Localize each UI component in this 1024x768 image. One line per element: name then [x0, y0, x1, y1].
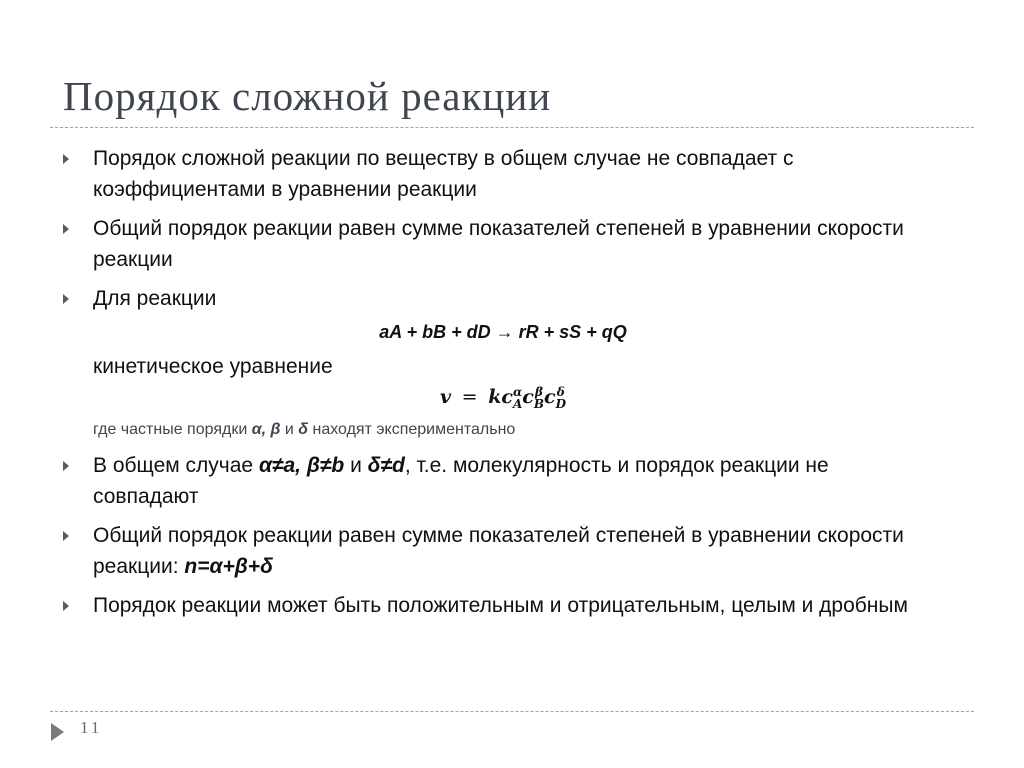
inequality-delta: δ≠d — [367, 454, 405, 477]
note-alpha: α — [251, 421, 262, 438]
bullet-item — [0, 450, 913, 512]
bullet-item-reaction — [0, 283, 913, 442]
formula-c1-sup: α — [512, 385, 523, 399]
formula-c2-sup: β — [534, 385, 543, 399]
formula-c1-sub: A — [512, 397, 523, 411]
formula-equals: = — [461, 386, 478, 408]
bullet-text: Для реакции — [93, 287, 217, 310]
bullet-arrow-icon — [63, 294, 69, 304]
bullet-item — [0, 590, 913, 621]
note-beta: β — [270, 421, 281, 438]
bullet-arrow-icon — [63, 461, 69, 471]
slide-content — [0, 143, 1024, 629]
formula-c2: c — [522, 386, 534, 408]
formula-c3-scripts — [556, 386, 566, 410]
bullet-text-suffix: , т.е. молекулярность и порядок реакции не совпадают — [93, 454, 829, 508]
bullet-arrow-icon — [63, 154, 69, 164]
overall-order-formula: n=α+β+δ — [184, 555, 273, 578]
slide-title: Порядок сложной реакции — [63, 73, 552, 119]
note-comma: , — [261, 421, 271, 438]
kinetic-equation-label: кинетическое уравнение — [93, 355, 333, 378]
bullet-text: Порядок сложной реакции по веществу в общем случае не совпадает с коэффициентами в уравнении реакции — [93, 147, 794, 201]
formula-c2-scripts — [534, 386, 544, 410]
note-suffix: находят экспериментально — [308, 421, 516, 438]
note-text: где частные порядки — [93, 421, 252, 438]
bullet-text: Общий порядок реакции равен сумме показателей степеней в уравнении скорости реакции: — [93, 524, 904, 578]
note-delta: δ — [298, 421, 309, 438]
formula-c1-scripts — [513, 386, 522, 410]
formula-v: v — [440, 386, 452, 408]
formula-c3-sub: D — [555, 397, 566, 411]
note-and: и — [280, 421, 299, 438]
formula-c2-sub: B — [533, 397, 544, 411]
bullet-text: Общий порядок реакции равен сумме показателей степеней в уравнении скорости реакции — [93, 217, 904, 271]
bullet-text: В общем случае — [93, 454, 259, 477]
rate-law-formula — [93, 382, 913, 416]
bullet-arrow-icon — [63, 224, 69, 234]
bullet-arrow-icon — [63, 601, 69, 611]
bullet-text-and: и — [344, 454, 368, 477]
footer-divider — [50, 711, 974, 712]
formula-kc: kc — [488, 386, 513, 408]
bullet-arrow-icon — [63, 531, 69, 541]
reaction-equation: aA + bB + dD → rR + sS + qQ — [379, 322, 627, 342]
page-number: 11 — [80, 718, 103, 737]
title-divider — [50, 127, 974, 128]
partial-orders-note — [93, 418, 913, 442]
bullet-item — [0, 213, 913, 275]
footer-arrow-icon — [51, 723, 64, 741]
bullet-text: Порядок реакции может быть положительным и отрицательным, целым и дробным — [93, 594, 908, 617]
formula-c3-sup: δ — [556, 385, 565, 399]
formula-c3: c — [544, 386, 556, 408]
bullet-item — [0, 520, 913, 582]
bullet-item — [0, 143, 913, 205]
inequality-alpha-beta: α≠a, β≠b — [258, 454, 345, 477]
